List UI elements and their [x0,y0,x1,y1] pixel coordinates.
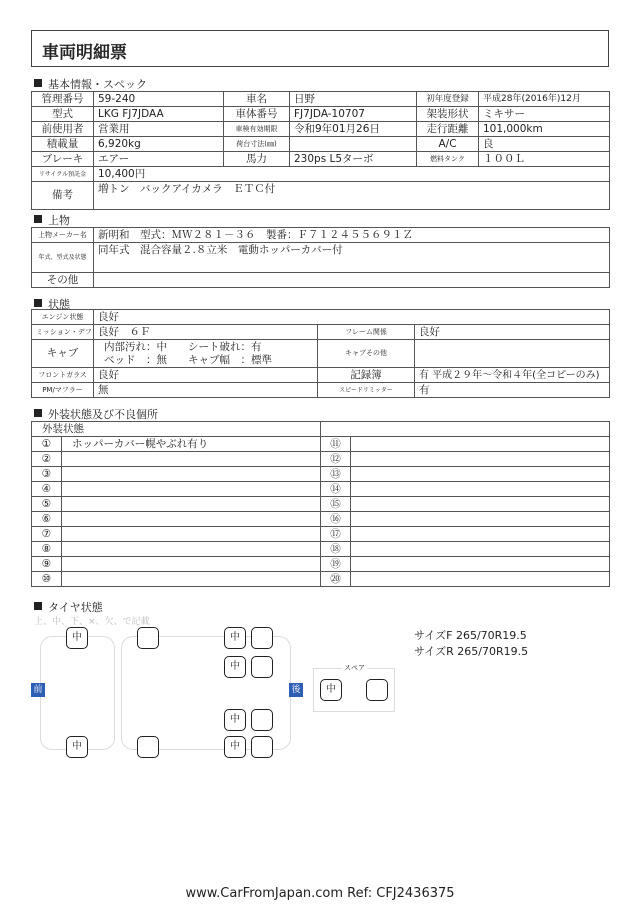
table-row [32,437,610,452]
table-cell: キャブ [32,340,94,368]
table-cell: A/C [417,137,479,152]
table-cell: 6,920kg [94,137,224,152]
table-cell: 積載量 [32,137,94,152]
table-row [32,482,610,497]
rear-mark: 後 [289,683,303,697]
table-cell: FJ7JDA-10707 [290,107,417,122]
table-cell: 良好 [94,368,318,383]
item-text [62,497,321,512]
item-number: ② [32,452,62,467]
table-cell: 外装状態 [32,422,321,437]
tire-rear1-right-outer: 中 [224,709,246,731]
table-cell: ミキサー [479,107,610,122]
item-number: ⑦ [32,527,62,542]
table-cell: 荷台寸法(㎜) [224,137,290,152]
exterior-table [31,421,610,587]
table-row [32,497,610,512]
table-cell [94,273,610,288]
table-cell: 車検有効期限 [224,122,290,137]
tire-rear1-left-inner [251,627,273,649]
spare-label: スペア [344,664,365,672]
table-cell: 初年度登録 [417,92,479,107]
table-cell: 同年式 混合容量２.８立米 電動ホッパーカバー付 [94,243,610,273]
tire-rear2-right-outer: 中 [224,736,246,758]
item-number: ⑯ [321,512,351,527]
table-row [32,542,610,557]
tire-2nd-right [137,736,159,758]
section-basic-heading: 基本情報・スペック [34,76,147,92]
tire-rear1-right-inner [251,709,273,731]
table-cell: 良好 [415,325,610,340]
item-text [351,482,610,497]
item-number: ⑪ [321,437,351,452]
table-cell: LKG FJ7JDAA [94,107,224,122]
table-cell: 良好 ６Ｆ [94,325,318,340]
table-cell: 10,400円 [94,167,610,182]
item-text [62,572,321,587]
section-tires-heading: タイヤ状態 [34,599,103,615]
tire-rear2-left-inner [251,656,273,678]
item-text [351,452,610,467]
item-text [62,512,321,527]
table-cell [415,340,610,368]
table-cell: 59-240 [94,92,224,107]
table-cell: 型式 [32,107,94,122]
item-text [62,482,321,497]
table-row [32,512,610,527]
section-condition-heading: 状態 [34,296,70,312]
tire-spare-2 [366,679,388,701]
item-number: ⑳ [321,572,351,587]
table-row [32,452,610,467]
table-row [32,572,610,587]
table-cell [290,137,417,152]
table-cell: 101,000km [479,122,610,137]
cab-outline [40,636,115,750]
item-number: ③ [32,467,62,482]
table-row [32,467,610,482]
tire-size-front: サイズF 265/70R19.5 [414,629,527,642]
tire-size-rear: サイズR 265/70R19.5 [414,645,529,658]
table-cell: 日野 [290,92,417,107]
item-number: ⑫ [321,452,351,467]
item-number: ⑰ [321,527,351,542]
table-cell: 車名 [224,92,290,107]
item-number: ⑩ [32,572,62,587]
item-number: ⑬ [321,467,351,482]
table-cell: 令和9年01月26日 [290,122,417,137]
item-text [351,527,610,542]
table-cell: 内部汚れ：中 シート破れ：有 ベッド ：無 キャブ幅 ：標準 [94,340,318,368]
body-outline [121,636,291,750]
item-number: ④ [32,482,62,497]
table-cell: 前使用者 [32,122,94,137]
table-cell: 年式、型式及状態 [32,243,94,273]
tire-rear1-left-outer: 中 [224,627,246,649]
table-cell: その他 [32,273,94,288]
table-cell: PM/マフラー [32,383,94,398]
item-number: ⑱ [321,542,351,557]
table-cell: スピードリミッター [318,383,415,398]
item-text [351,557,610,572]
table-cell: １００Ｌ [479,152,610,167]
item-number: ⑤ [32,497,62,512]
table-cell: 備考 [32,182,94,210]
footer-reference: www.CarFromJapan.com Ref: CFJ2436375 [185,886,455,901]
table-row [32,527,610,542]
condition-table [31,309,610,398]
table-row [32,557,610,572]
item-text [351,542,610,557]
section-equipment-heading: 上物 [34,212,70,228]
table-cell: 増トン バックアイカメラ ＥＴＣ付 [94,182,610,210]
table-cell: 記録簿 [318,368,415,383]
tire-2nd-left [137,627,159,649]
table-cell: ブレーキ [32,152,94,167]
table-cell: ミッション・デフ [32,325,94,340]
tire-rear2-left-outer: 中 [224,656,246,678]
table-cell: 燃料タンク [417,152,479,167]
table-cell: 230ps L5ターボ [290,152,417,167]
table-cell: 良 [479,137,610,152]
table-cell: 上物メーカー名 [32,228,94,243]
table-cell: 有 平成２９年～令和４年(全コピーのみ) [415,368,610,383]
tire-hint: 上、中、下、×、欠、で記載 [34,617,150,627]
tire-rear2-right-inner [251,736,273,758]
tire-front-left: 中 [66,627,88,649]
basic-spec-table [31,91,610,210]
item-text [62,467,321,482]
tire-spare-1: 中 [320,679,342,701]
table-cell: 馬力 [224,152,290,167]
item-text [351,512,610,527]
item-text [351,572,610,587]
item-text [62,527,321,542]
item-number: ⑭ [321,482,351,497]
item-number: ⑲ [321,557,351,572]
item-text [351,497,610,512]
table-cell: 架装形状 [417,107,479,122]
table-cell: 良好 [94,310,610,325]
item-text [62,557,321,572]
page-title: 車両明細票 [31,30,609,67]
table-cell: 新明和 型式：ＭＷ２８１－３６ 製番：Ｆ７１２４５５６９１Ｚ [94,228,610,243]
table-cell: エンジン状態 [32,310,94,325]
table-cell: 車体番号 [224,107,290,122]
table-cell: 走行距離 [417,122,479,137]
tire-front-right: 中 [66,736,88,758]
table-cell: リサイクル預託金 [32,167,94,182]
item-number: ⑥ [32,512,62,527]
item-text [351,437,610,452]
table-cell: 有 [415,383,610,398]
front-mark: 前 [31,683,45,697]
table-cell: 管理番号 [32,92,94,107]
table-cell: フロントガラス [32,368,94,383]
table-cell: 営業用 [94,122,224,137]
equipment-table [31,227,610,288]
table-cell [321,422,610,437]
table-cell: フレーム関係 [318,325,415,340]
item-text [62,542,321,557]
table-cell: 平成28年(2016年)12月 [479,92,610,107]
item-text [351,467,610,482]
item-number: ① [32,437,62,452]
item-number: ⑨ [32,557,62,572]
table-cell: 無 [94,383,318,398]
item-number: ⑮ [321,497,351,512]
item-text: ホッパーカバー幌やぶれ有り [62,437,321,452]
table-cell: エアー [94,152,224,167]
section-exterior-heading: 外装状態及び不良個所 [34,406,158,422]
item-number: ⑧ [32,542,62,557]
item-text [62,452,321,467]
table-cell: キャブその他 [318,340,415,368]
